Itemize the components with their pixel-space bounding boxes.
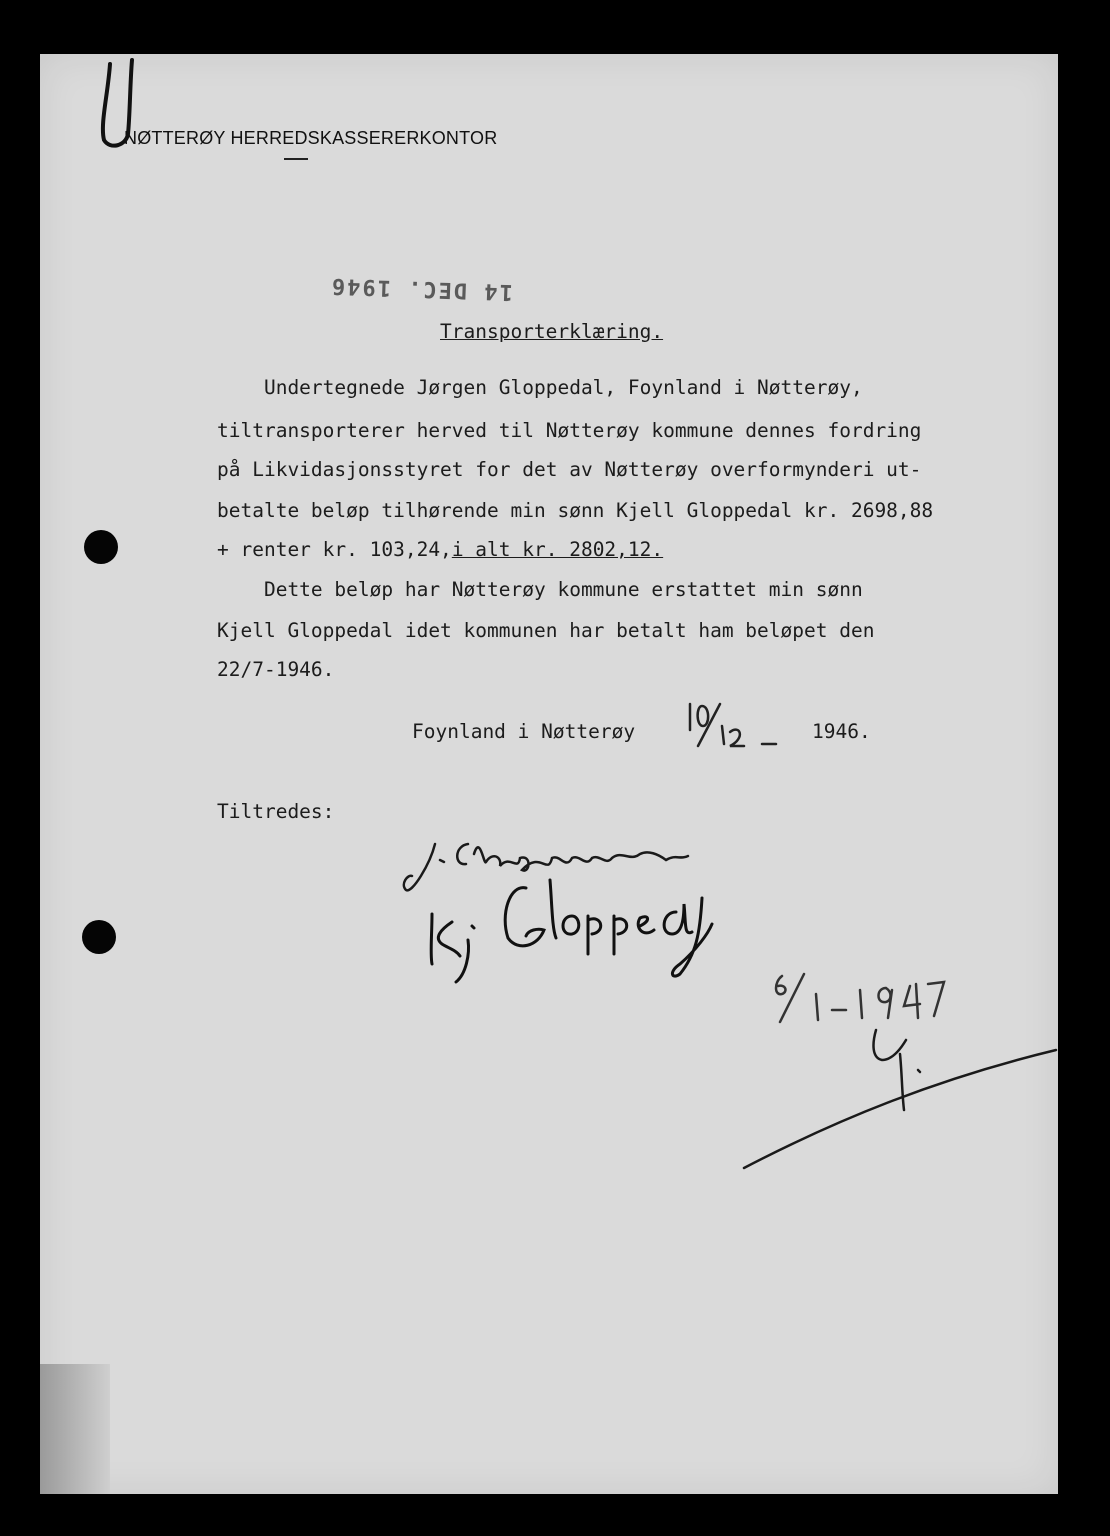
date-stamp: 14 DEC. 1946 [329, 272, 514, 305]
body-line: 22/7-1946. [217, 658, 335, 681]
year: 1946. [812, 720, 871, 743]
body-line: Undertegnede Jørgen Gloppedal, Foynland i Nøtterøy, [217, 376, 863, 399]
signature-1 [404, 844, 688, 890]
signature-2 [431, 880, 712, 982]
margin-mark [103, 60, 132, 146]
date-handwritten [690, 704, 776, 746]
document-title: Transporterklæring. [440, 320, 664, 343]
body-line: på Likvidasjonsstyret for det av Nøtterøy overformynderi ut- [217, 458, 922, 481]
body-line: betalte beløp tilhørende min sønn Kjell Gloppedal kr. 2698,88 [217, 499, 934, 522]
total-amount: i alt kr. 2802,12. [451, 538, 664, 561]
tiltredes-label: Tiltredes: [217, 800, 335, 823]
initial-mark [744, 1030, 1056, 1168]
body-line: Kjell Gloppedal idet kommunen har betalt ham beløpet den [217, 619, 875, 642]
letterhead: NØTTERØY HERREDSKASSERERKONTOR [124, 128, 498, 148]
body-line: tiltransporterer herved til Nøtterøy kommune dennes fordring [217, 419, 922, 442]
handwritten-date-note [776, 974, 944, 1022]
document-page [40, 54, 1058, 1494]
handwriting-layer [40, 54, 1058, 1494]
punch-hole-top [84, 530, 118, 564]
punch-hole-bottom [82, 920, 116, 954]
body-line-text: + renter kr. 103,24, [217, 538, 452, 561]
place-line: Foynland i Nøtterøy [412, 720, 636, 743]
body-line: Dette beløp har Nøtterøy kommune erstattet min sønn [217, 578, 863, 601]
